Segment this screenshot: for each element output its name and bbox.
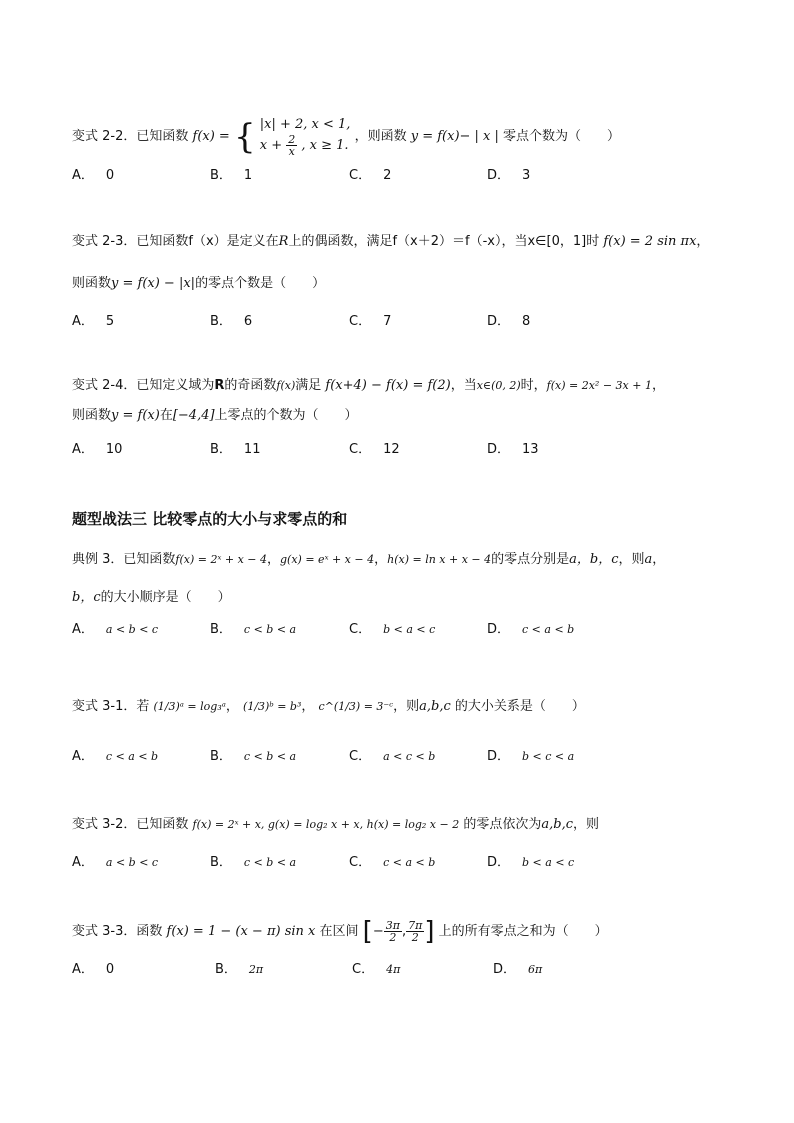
option-b[interactable]: B． c < b < a [210,855,297,870]
options-row [72,747,754,767]
option-d[interactable]: D． 3 [487,168,531,183]
option-c[interactable]: C． b < a < c [349,622,436,637]
example-3-line-1: 典例 3．已知函数f(x) = 2ˣ + x − 4，g(x) = eˣ + x − 4，h(x) = ln x + x − 4的零点分别是a，b，c，则a， [72,552,666,567]
example-3 [72,550,754,645]
option-c[interactable]: C． 7 [349,314,392,329]
option-b[interactable]: B． c < b < a [210,749,297,764]
question-3-2-stem: 变式 3-2．已知函数 f(x) = 2ˣ + x, g(x) = log₂ x + x, h(x) = log₂ x − 2 的零点依次为a,b,c，则 [72,817,600,832]
option-d[interactable]: D． b < c < a [487,749,575,764]
option-a[interactable]: A． 10 [72,442,123,457]
option-b[interactable]: B． 2π [215,962,264,977]
question-2-3-line-2: 则函数y = f(x) − |x|的零点个数是（ ） [72,276,326,291]
option-d[interactable]: D． 6π [493,962,543,977]
option-b[interactable]: B． 11 [210,442,261,457]
piecewise-brace: { [233,116,256,157]
question-3-3-stem: 变式 3-3．函数 f(x) = 1 − (x − π) sin x 在区间 [− $\frac{3\pi}{2}$ , $\frac{7\pi}{2}$ ] 上的所有零点之和为（ ） [72,916,608,947]
option-c[interactable]: C． 2 [349,168,392,183]
fraction: $\frac{2}{x}$ [288,133,296,158]
option-c[interactable]: C． 12 [349,442,400,457]
option-a[interactable]: A． 0 [72,168,115,183]
question-2-2 [72,100,754,200]
option-a[interactable]: A． a < b < c [72,622,159,637]
options-row [72,960,754,980]
option-c[interactable]: C． a < c < b [349,749,436,764]
option-b[interactable]: B． c < b < a [210,622,297,637]
options-row [72,620,754,640]
option-a[interactable]: A． c < a < b [72,749,159,764]
option-d[interactable]: D． b < a < c [487,855,575,870]
option-c[interactable]: C． 4π [352,962,401,977]
question-3-1-stem: 变式 3-1．若 (1/3)ᵃ = log₃ᵃ， (1/3)ᵇ = b³， c^(1/3) = 3⁻ᶜ，则a,b,c 的大小关系是（ ） [72,699,585,714]
option-a[interactable]: A． 5 [72,314,115,329]
option-b[interactable]: B． 1 [210,168,253,183]
case-1: |x| + 2, x < 1, [259,117,351,132]
option-b[interactable]: B． 6 [210,314,253,329]
option-d[interactable]: D． 13 [487,442,539,457]
question-3-2 [72,815,754,875]
options-row [72,853,754,873]
option-d[interactable]: D． 8 [487,314,531,329]
section-heading: 题型战法三 比较零点的大小与求零点的和 [72,510,348,528]
option-a[interactable]: A． a < b < c [72,855,159,870]
option-d[interactable]: D． c < a < b [487,622,575,637]
piecewise-cases [260,116,351,157]
question-2-3 [72,232,754,332]
question-3-3 [72,916,754,986]
fraction-lower: $\frac{3\pi}{2}$ [385,919,400,944]
question-2-2-stem: 变式 2-2．已知函数 f(x) = { |x| + 2, x < 1, x + $\frac{2}{x}$ , x ≥ 1. ，则函数 y = f(x)− | x | 零点个数为（ ） [72,116,621,158]
options-row [72,166,754,186]
options-row [72,440,754,460]
case-2: x + $\frac{2}{x}$ , x ≥ 1. [259,133,349,158]
question-3-1 [72,697,754,772]
option-c[interactable]: C． c < a < b [349,855,436,870]
example-3-line-2: b，c的大小顺序是（ ） [72,590,231,605]
question-2-4-line-2: 则函数y = f(x)在[−4,4]上零点的个数为（ ） [72,408,358,423]
question-2-4-line-1: 变式 2-4．已知定义域为R的奇函数f(x)满足 f(x+4) − f(x) = f(2)，当x∈(0, 2)时，f(x) = 2x² − 3x + 1， [72,378,665,393]
function-name: f(x) = [192,129,230,144]
fraction-upper: $\frac{7\pi}{2}$ [408,919,423,944]
question-2-3-line-1: 变式 2-3．已知函数f（x）是定义在R上的偶函数，满足f（x＋2）＝f（-x），当x∈[0，1]时 f(x) = 2 sin πx， [72,234,710,249]
question-2-4 [72,376,754,466]
option-a[interactable]: A． 0 [72,962,115,977]
options-row [72,312,754,332]
